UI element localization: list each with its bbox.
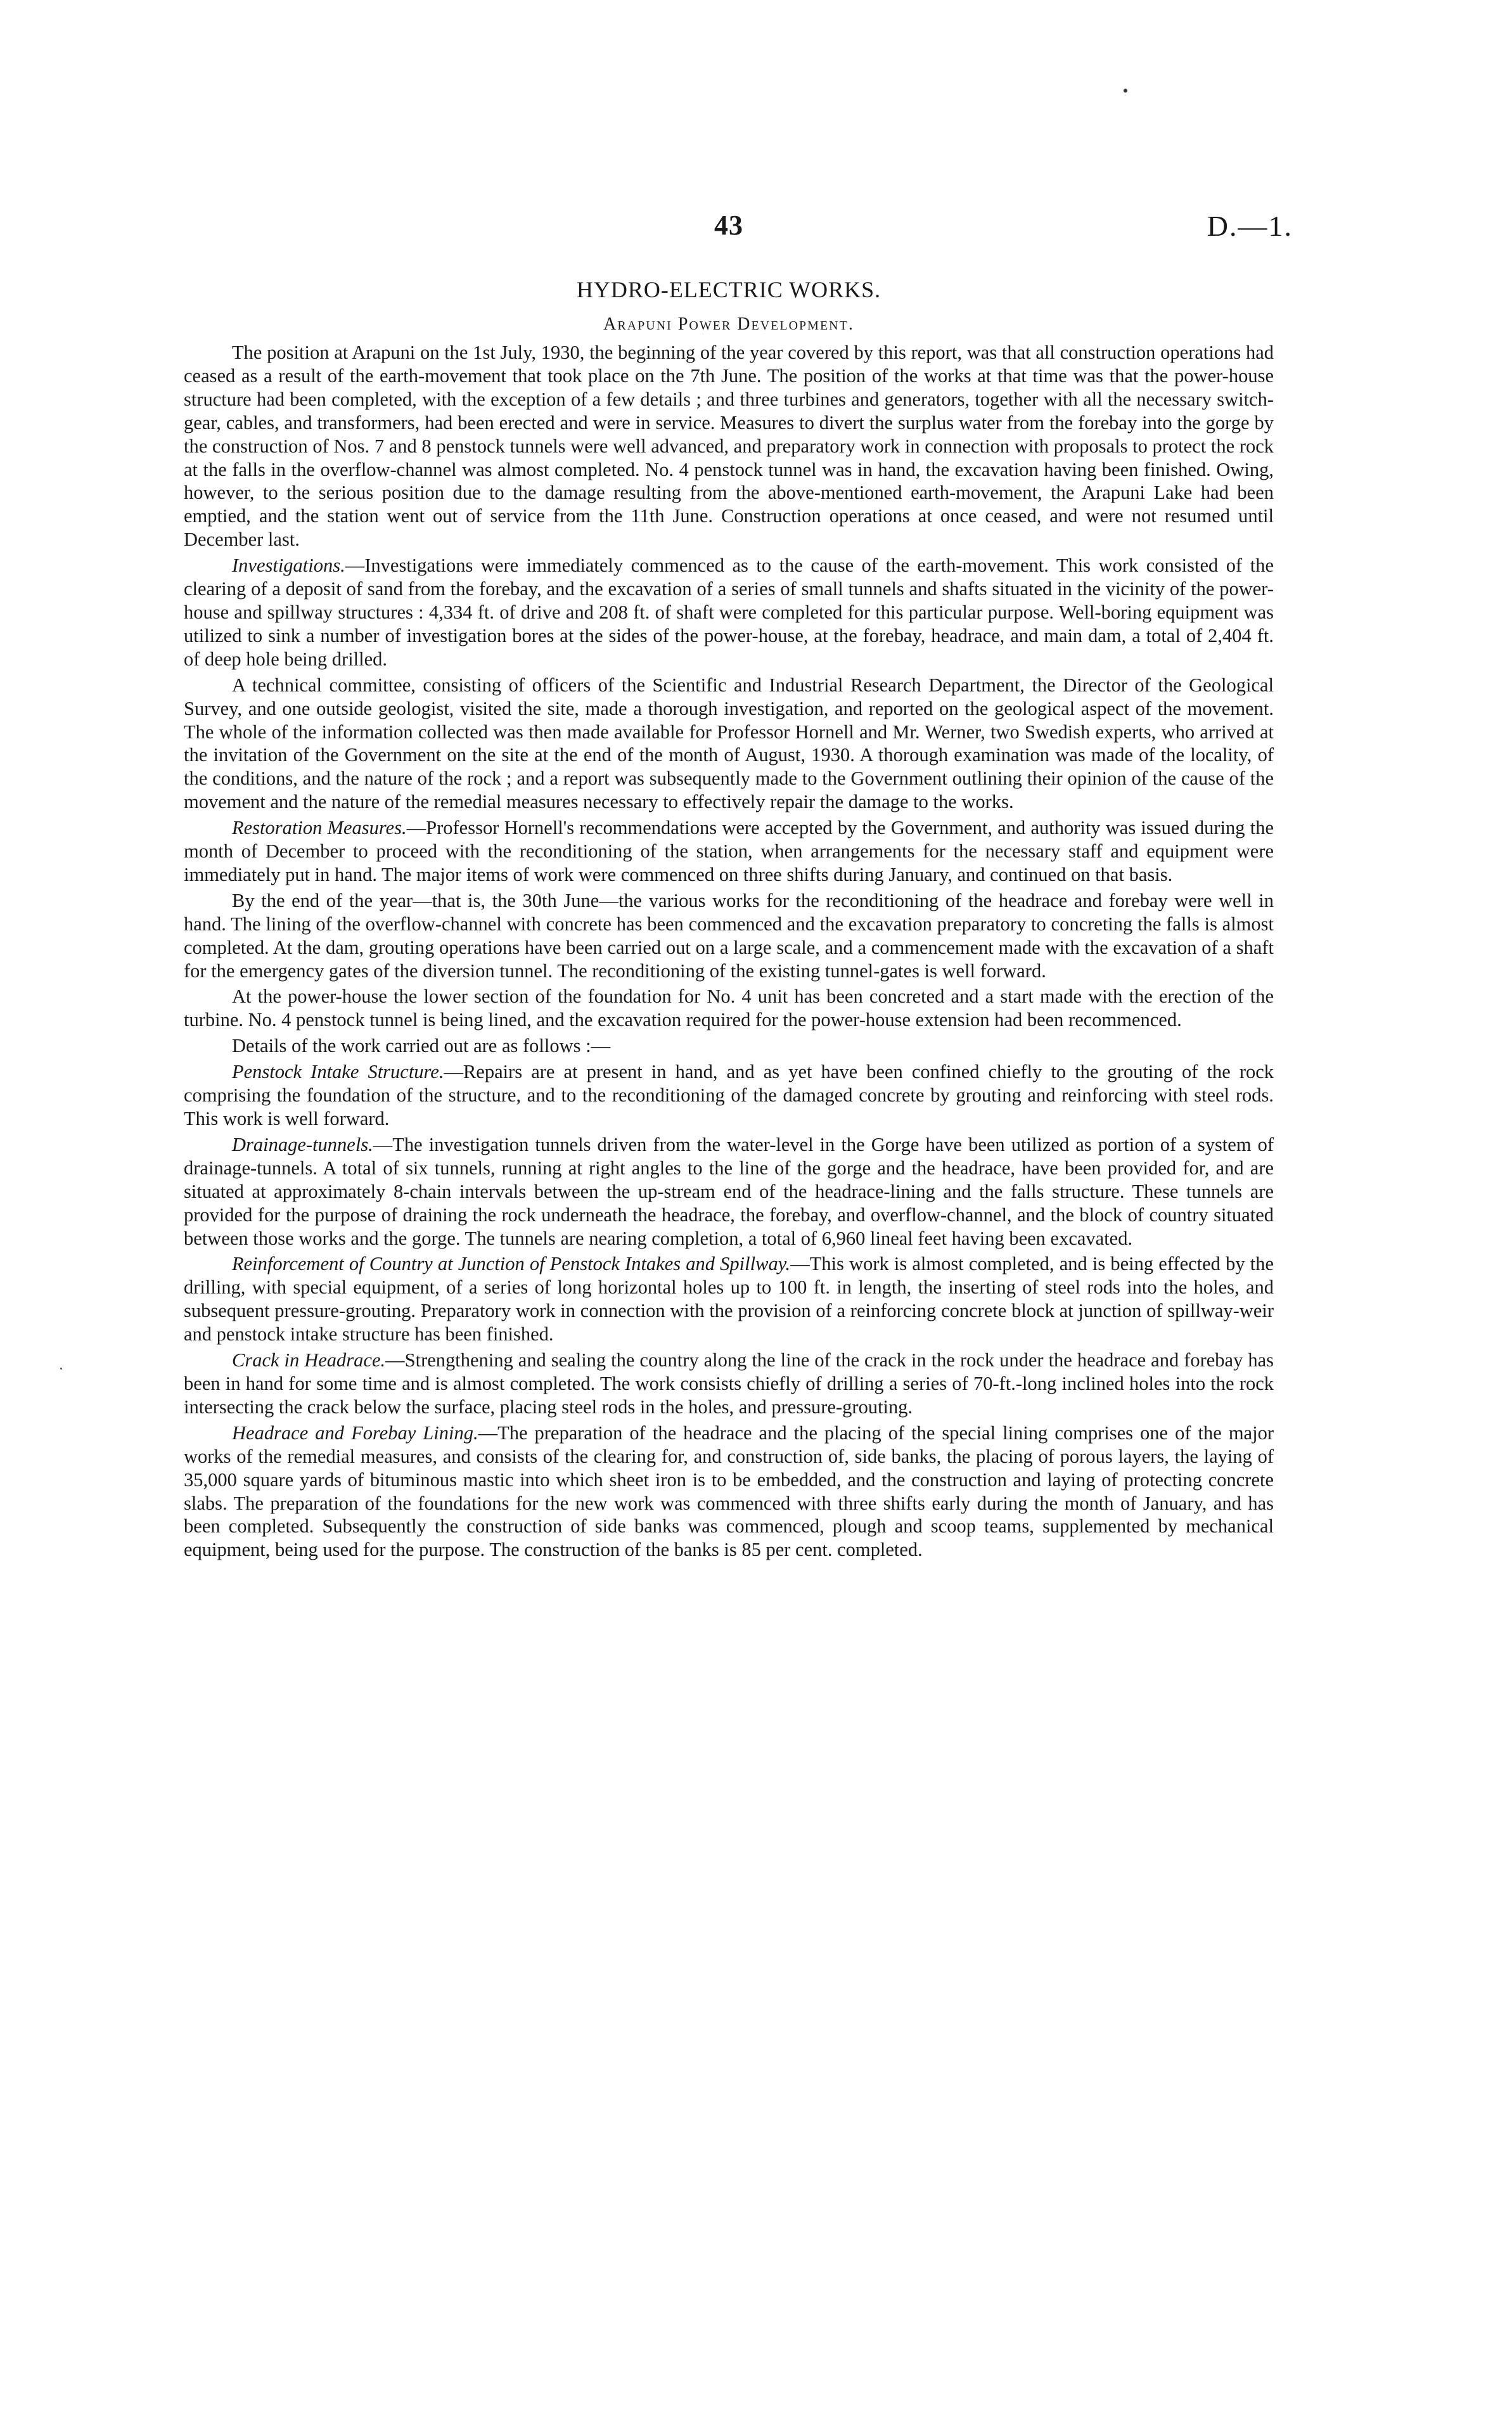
margin-ink-mark	[60, 1368, 62, 1370]
paragraph-text: —Repairs are at present in hand, and as yet have been confined chiefly to the grouting of the rock comprising the foundation of the structure, and to the reconditioning of the damaged concrete by grouting and reinforcing with steel rods. This work is well forward.	[184, 1061, 1274, 1129]
paragraph	[184, 889, 1274, 983]
paragraph-lead: Restoration Measures.	[232, 817, 407, 839]
paragraph-lead: Drainage-tunnels.	[232, 1133, 373, 1155]
paragraph-text: By the end of the year—that is, the 30th June—the various works for the reconditioning of the headrace and forebay were well in hand. The lining of the overflow-channel with concrete has been commenced and the excavation preparatory to concreting the falls is almost completed. At the dam, grouting operations have been carried out on a large scale, and a commencement made with the excavation of a shaft for the emergency gates of the diversion tunnel. The reconditioning of the existing tunnel-gates is well forward.	[184, 889, 1274, 982]
paragraph-text: At the power-house the lower section of the foundation for No. 4 unit has been concreted and a start made with the erection of the turbine. No. 4 penstock tunnel is being lined, and the excavation required for the power-house extension had been recommenced.	[184, 986, 1274, 1031]
paragraph-text: —Professor Hornell's recommendations were accepted by the Government, and authority was issued during the month of December to proceed with the reconditioning of the station, when arrangements for the necessary staff and equipment were immediately put in hand. The major items of work were commenced on three shifts during January, and continued on that basis.	[184, 817, 1274, 885]
paragraph	[184, 1422, 1274, 1562]
paragraph-text: —Investigations were immediately commenced as to the cause of the earth-movement. This work consisted of the clearing of a deposit of sand from the forebay, and the excavation of a series of small tunnels and shafts situated in the vicinity of the power-house and spillway structures : 4,334 ft. of drive and 208 ft. of shaft were completed for this particular purpose. Well-boring equipment was utilized to sink a number of investigation bores at the sides of the power-house, at the forebay, headrace, and main dam, a total of 2,404 ft. of deep hole being drilled.	[184, 555, 1274, 670]
page-header	[184, 209, 1293, 254]
paragraph-text: —The preparation of the headrace and the placing of the special lining comprises one of the major works of the remedial measures, and consists of the clearing for, and construction of, side banks, the placing of porous layers, the laying of 35,000 square yards of bituminous mastic into which sheet iron is to be embedded, and the construction and laying of protecting concrete slabs. The preparation of the foundations for the new work was commenced with three shifts early during the month of January, and has been completed. Subsequently the construction of side banks was commenced, plough and scoop teams, supplemented by mechanical equipment, being used for the purpose. The construction of the banks is 85 per cent. completed.	[184, 1422, 1274, 1561]
subsection-title: Arapuni Power Development.	[603, 314, 854, 334]
paragraph-text: The position at Arapuni on the 1st July, 1930, the beginning of the year covered by this report, was that all construction operations had ceased as a result of the earth-movement that took place on the 7th June. The position of the works at that time was that the power-house structure had been completed, with the exception of a few details ; and three turbines and generators, together with all the necessary switch-gear, cables, and transformers, had been erected and were in service. Measures to divert the surplus water from the forebay into the gorge by the construction of Nos. 7 and 8 penstock tunnels were well advanced, and preparatory work in connection with proposals to protect the rock at the falls in the overflow-channel was almost completed. No. 4 penstock tunnel was in hand, the excavation having been finished. Owing, however, to the serious position due to the damage resulting from the above-mentioned earth-movement, the Arapuni Lake had been emptied, and the station went out of service from the 11th June. Construction operations at once ceased, and were not resumed until December last.	[184, 342, 1274, 551]
paragraph	[184, 1060, 1274, 1131]
stray-ink-mark	[1124, 89, 1127, 93]
paragraph	[184, 1034, 1274, 1058]
paragraph-text: —Strengthening and sealing the country along the line of the crack in the rock under the headrace and forebay has been in hand for some time and is almost completed. The work consists chiefly of drilling a series of 70-ft.-long inclined holes into the rock intersecting the crack below the surface, placing steel rods in the holes, and pressure-grouting.	[184, 1349, 1274, 1418]
paragraph	[184, 1252, 1274, 1346]
paragraph	[184, 1133, 1274, 1250]
paragraph	[184, 816, 1274, 887]
document-page	[184, 209, 1293, 1562]
paragraph	[184, 341, 1274, 551]
paragraph-lead: Investigations.	[232, 555, 345, 577]
paragraph	[184, 554, 1274, 671]
paragraph	[184, 674, 1274, 814]
paragraph	[184, 985, 1274, 1032]
paragraph-text: A technical committee, consisting of officers of the Scientific and Industrial Research Department, the Director of the Geological Survey, and one outside geologist, visited the site, made a thorough investigation, and reported on the geological aspect of the movement. The whole of the information collected was then made available for Professor Hornell and Mr. Werner, two Swedish experts, who arrived at the invitation of the Government on the site at the end of the month of August, 1930. A thorough examination was made of the locality, of the conditions, and the nature of the rock ; and a report was subsequently made to the Government outlining their opinion of the cause of the movement and the nature of the remedial measures necessary to effectively repair the damage to the works.	[184, 674, 1274, 813]
page-number: 43	[714, 210, 743, 241]
paragraph-text: —The investigation tunnels driven from the water-level in the Gorge have been utilized as portion of a system of drainage-tunnels. A total of six tunnels, running at right angles to the line of the gorge and the headrace, have been provided for, and are situated at approximately 8-chain intervals between the up-stream end of the headrace-lining and the falls structure. These tunnels are provided for the purpose of draining the rock underneath the headrace, the forebay, and overflow-channel, and the block of country situated between those works and the gorge. The tunnels are nearing completion, a total of 6,960 lineal feet having been excavated.	[184, 1133, 1274, 1249]
section-title: HYDRO-ELECTRIC WORKS.	[576, 277, 881, 302]
paragraph-lead: Crack in Headrace.	[232, 1349, 386, 1371]
paragraph-text: Details of the work carried out are as follows :—	[232, 1035, 611, 1057]
body-text	[184, 341, 1274, 1562]
paragraph-lead: Penstock Intake Structure.	[232, 1061, 444, 1083]
document-reference: D.—1.	[1207, 210, 1293, 242]
paragraph-lead: Reinforcement of Country at Junction of Penstock Intakes and Spillway.	[232, 1253, 791, 1275]
paragraph	[184, 1349, 1274, 1419]
paragraph-text: —This work is almost completed, and is being effected by the drilling, with special equipment, of a series of long horizontal holes up to 100 ft. in length, the inserting of steel rods into the holes, and subsequent pressure-grouting. Preparatory work in connection with the provision of a reinforcing concrete block at junction of spillway-weir and penstock intake structure has been finished.	[184, 1253, 1274, 1345]
paragraph-lead: Headrace and Forebay Lining.	[232, 1422, 478, 1444]
